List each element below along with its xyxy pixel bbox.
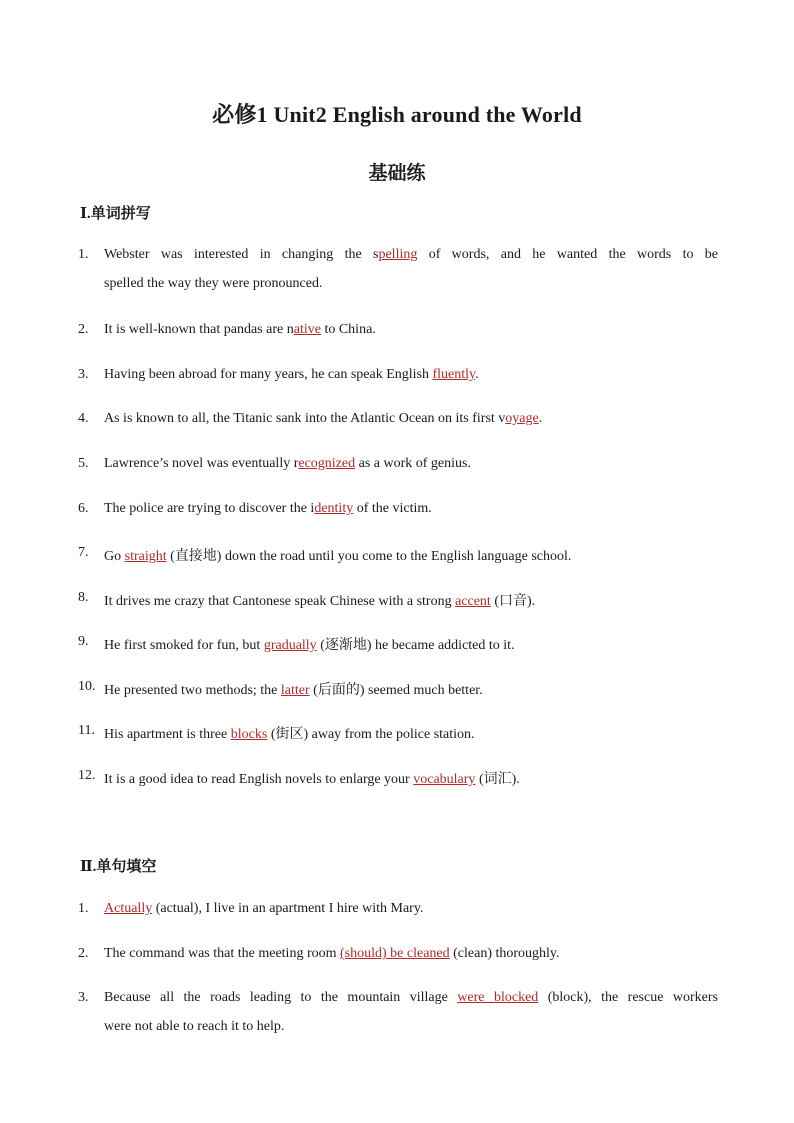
answer-blank: pelling bbox=[378, 247, 418, 262]
item-line bbox=[104, 679, 718, 699]
answer-blank: vocabulary bbox=[413, 772, 476, 787]
question-text: (clean) thoroughly. bbox=[449, 946, 560, 961]
question-text: (block), the rescue workers bbox=[538, 990, 718, 1005]
question-text: (actual), I live in an apartment I hire with Mary. bbox=[152, 901, 424, 916]
answer-blank: oyage bbox=[505, 411, 539, 426]
answer-blank: blocks bbox=[230, 727, 268, 742]
item-number: 2. bbox=[78, 322, 89, 337]
question-text: He first smoked for fun, but bbox=[104, 638, 264, 653]
question-text: to China. bbox=[320, 322, 376, 337]
item-text bbox=[104, 501, 718, 517]
answer-blank: ative bbox=[293, 322, 321, 337]
answer-blank: straight bbox=[124, 549, 167, 564]
question-text: (街区) away from the police station. bbox=[267, 727, 475, 742]
item-text bbox=[104, 768, 718, 788]
item-text bbox=[104, 367, 718, 383]
question-text: (逐渐地) he became addicted to it. bbox=[316, 638, 515, 653]
page-subtitle: 基础练 bbox=[368, 163, 426, 184]
item-text bbox=[104, 946, 718, 962]
question-text: He presented two methods; the bbox=[104, 683, 281, 698]
item-text bbox=[104, 545, 718, 565]
answer-blank: were blocked bbox=[457, 990, 539, 1005]
item-number: 9. bbox=[78, 634, 89, 649]
item-line bbox=[104, 501, 718, 517]
item-line bbox=[104, 768, 718, 788]
answer-blank: gradually bbox=[263, 638, 317, 653]
item-line bbox=[104, 247, 718, 263]
question-text: of words, and he wanted the words to be bbox=[417, 247, 718, 262]
question-text: . bbox=[475, 367, 479, 382]
item-number: 1. bbox=[78, 247, 89, 262]
item-number: 5. bbox=[78, 456, 89, 471]
item-line bbox=[104, 411, 718, 427]
question-text: (直接地) down the road until you come to the English language school. bbox=[166, 549, 572, 564]
page-title: 必修1 Unit2 English around the World bbox=[212, 102, 582, 127]
item-number: 12. bbox=[78, 768, 96, 783]
item-text bbox=[104, 456, 718, 472]
item-number: 2. bbox=[78, 946, 89, 961]
question-text: . bbox=[538, 411, 543, 426]
item-text bbox=[104, 901, 718, 917]
question-text: The police are trying to discover the i bbox=[104, 501, 315, 516]
item-line bbox=[104, 723, 718, 743]
item-text bbox=[104, 634, 718, 654]
item-number: 7. bbox=[78, 545, 89, 560]
question-text: It is a good idea to read English novels to enlarge your bbox=[104, 772, 414, 787]
item-number: 3. bbox=[78, 990, 89, 1005]
answer-blank: dentity bbox=[314, 501, 354, 516]
question-text: It is well-known that pandas are n bbox=[104, 322, 294, 337]
question-text: His apartment is three bbox=[104, 727, 231, 742]
question-text: of the victim. bbox=[353, 501, 432, 516]
item-number: 1. bbox=[78, 901, 89, 916]
question-text: Lawrence’s novel was eventually r bbox=[104, 456, 299, 471]
item-text bbox=[104, 723, 718, 743]
item-text bbox=[104, 590, 718, 610]
item-line bbox=[104, 545, 718, 565]
answer-blank: Actually bbox=[104, 901, 153, 916]
item-line bbox=[104, 1019, 718, 1035]
item-line bbox=[104, 322, 718, 338]
question-text: It drives me crazy that Cantonese speak Chinese with a strong bbox=[104, 594, 456, 609]
item-text bbox=[104, 322, 718, 338]
question-text: Webster was interested in changing the s bbox=[104, 247, 379, 262]
item-number: 11. bbox=[78, 723, 95, 738]
answer-blank: latter bbox=[280, 683, 310, 698]
question-text: (后面的) seemed much better. bbox=[309, 683, 483, 698]
question-text: Because all the roads leading to the mountain village bbox=[104, 990, 458, 1005]
item-line bbox=[104, 276, 718, 292]
question-text: as a work of genius. bbox=[355, 456, 471, 471]
item-number: 6. bbox=[78, 501, 89, 516]
item-text bbox=[104, 411, 718, 427]
item-number: 10. bbox=[78, 679, 96, 694]
question-text: spelled the way they were pronounced. bbox=[104, 276, 323, 291]
item-line bbox=[104, 367, 718, 383]
answer-blank: (should) be cleaned bbox=[340, 946, 450, 961]
item-number: 3. bbox=[78, 367, 89, 382]
answer-blank: accent bbox=[455, 594, 491, 609]
section-2-heading: Ⅱ.单句填空 bbox=[80, 859, 157, 875]
item-line bbox=[104, 634, 718, 654]
answer-blank: ecognized bbox=[298, 456, 356, 471]
item-line bbox=[104, 901, 718, 917]
question-text: Go bbox=[104, 549, 125, 564]
item-text bbox=[104, 247, 718, 292]
question-text: The command was that the meeting room bbox=[104, 946, 340, 961]
question-text: (口音). bbox=[490, 594, 536, 609]
answer-blank: fluently bbox=[432, 367, 476, 382]
item-number: 8. bbox=[78, 590, 89, 605]
item-number: 4. bbox=[78, 411, 89, 426]
item-line bbox=[104, 456, 718, 472]
item-text bbox=[104, 679, 718, 699]
item-text bbox=[104, 990, 718, 1035]
question-text: were not able to reach it to help. bbox=[104, 1019, 285, 1034]
item-line bbox=[104, 990, 718, 1006]
item-line bbox=[104, 946, 718, 962]
question-text: As is known to all, the Titanic sank into the Atlantic Ocean on its first v bbox=[104, 411, 506, 426]
section-1-heading: Ⅰ.单词拼写 bbox=[80, 206, 151, 222]
question-text: (词汇). bbox=[475, 772, 520, 787]
item-line bbox=[104, 590, 718, 610]
question-text: Having been abroad for many years, he can speak English bbox=[104, 367, 433, 382]
